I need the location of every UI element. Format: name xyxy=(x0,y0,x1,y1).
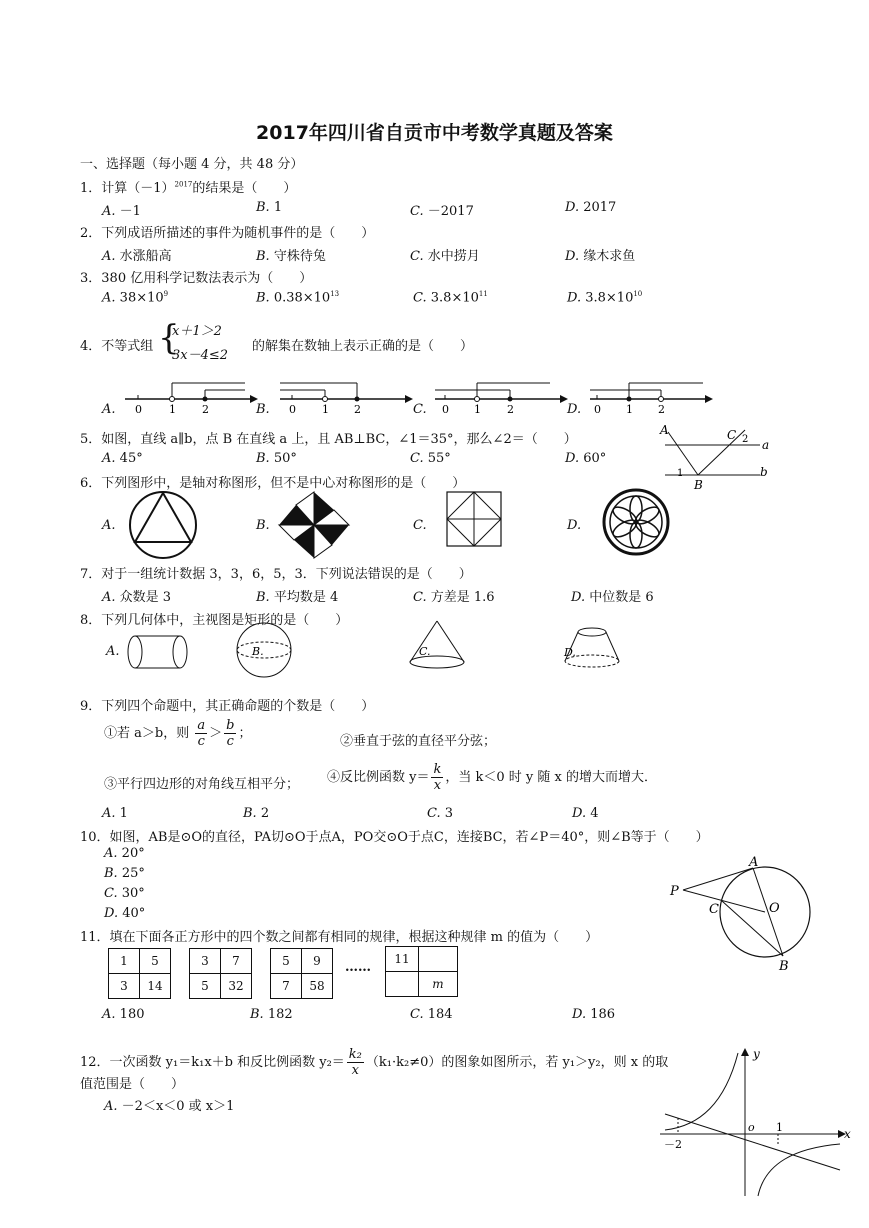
sphere-figure xyxy=(232,620,297,680)
svg-text:A: A xyxy=(660,423,669,437)
q5-option-a[interactable]: A. 45° xyxy=(102,451,143,466)
question-7-stem: 7．对于一组统计数据 3，3，6，5，3．下列说法错误的是（ ） xyxy=(80,567,472,582)
system-brace: { xyxy=(158,318,180,358)
question-11-stem: 11．填在下面各正方形中的四个数之间都有相同的规律，根据这种规律 m 的值为（ ） xyxy=(80,930,599,945)
svg-text:b: b xyxy=(760,465,768,479)
q3-option-a[interactable]: A. $38\times 10^9$ xyxy=(102,290,169,306)
q12-figure xyxy=(660,1048,860,1198)
proposition-3: ③平行四边形的对角线互相平分； xyxy=(104,777,300,792)
svg-text:2: 2 xyxy=(507,403,514,416)
question-4-stem-end: 的解集在数轴上表示正确的是（ ） xyxy=(252,339,474,354)
q2-option-a[interactable]: A. 水涨船高 xyxy=(102,249,172,264)
q7-option-b[interactable]: B. 平均数是 4 xyxy=(256,590,339,605)
q11-option-a[interactable]: A. 180 xyxy=(102,1007,145,1022)
svg-text:O: O xyxy=(769,901,780,916)
number-line-a xyxy=(120,375,260,420)
question-4-stem: 4．不等式组 xyxy=(80,339,154,354)
q5-option-b[interactable]: B. 50° xyxy=(256,451,297,466)
q6-option-c[interactable]: C. xyxy=(413,518,427,533)
q10-option-b[interactable]: B. 25° xyxy=(104,866,145,881)
q5-option-c[interactable]: C. 55° xyxy=(410,451,451,466)
svg-text:C.: C. xyxy=(419,645,431,658)
square-diamond-figure xyxy=(445,490,505,550)
q1-option-a[interactable]: A. －1 xyxy=(102,204,141,219)
number-line-c xyxy=(430,375,570,420)
circle-triangle-figure xyxy=(128,490,198,560)
svg-text:y: y xyxy=(753,1047,760,1061)
number-square-4: 11 m xyxy=(385,946,458,997)
svg-text:a: a xyxy=(762,438,770,452)
q5-option-d[interactable]: D. 60° xyxy=(565,451,607,466)
svg-text:1: 1 xyxy=(474,403,481,416)
q4-option-d[interactable]: D. xyxy=(567,402,582,417)
question-8-stem: 8．下列几何体中，主视图是矩形的是（ ） xyxy=(80,613,349,628)
section-heading: 一、选择题（每小题 4 分，共 48 分） xyxy=(80,157,304,172)
tick-1: 1 xyxy=(169,403,176,416)
frustum-figure xyxy=(560,625,625,670)
q11-option-d[interactable]: D. 186 xyxy=(572,1007,616,1022)
q12-option-a[interactable]: A. －2＜x＜0 或 x＞1 xyxy=(104,1099,235,1114)
number-square-3: 5 9 7 58 xyxy=(270,948,333,999)
q5-figure xyxy=(650,418,780,493)
svg-text:－2: －2 xyxy=(664,1138,682,1151)
q7-option-a[interactable]: A. 众数是 3 xyxy=(102,590,172,605)
question-1-stem: 1．计算$(-1)^{2017}$的结果是（ ） xyxy=(80,180,297,196)
proposition-4: ④反比例函数 y＝ $\frac{k}{x}$ ，当 k＜0 时 y 随 x 的增大而增大． xyxy=(327,762,657,793)
q9-option-b[interactable]: B. 2 xyxy=(243,806,270,821)
q2-option-b[interactable]: B. 守株待兔 xyxy=(256,249,326,264)
page-title: 2017年四川省自贡市中考数学真题及答案 xyxy=(256,122,613,144)
flower-circle-figure xyxy=(600,486,675,556)
q10-option-a[interactable]: A. 20° xyxy=(104,846,145,861)
q11-option-c[interactable]: C. 184 xyxy=(410,1007,453,1022)
q10-option-d[interactable]: D. 40° xyxy=(104,906,146,921)
svg-text:C: C xyxy=(709,902,719,917)
svg-text:o: o xyxy=(748,1121,755,1134)
svg-text:0: 0 xyxy=(442,403,449,416)
q9-option-d[interactable]: D. 4 xyxy=(572,806,599,821)
question-2-stem: 2．下列成语所描述的事件为随机事件的是（ ） xyxy=(80,226,375,241)
number-square-1: 1 5 3 14 xyxy=(108,948,171,999)
q4-option-a[interactable]: A. xyxy=(102,402,116,417)
svg-text:B: B xyxy=(694,478,703,492)
q9-option-a[interactable]: A. 1 xyxy=(102,806,128,821)
q1-option-c[interactable]: C. －2017 xyxy=(410,204,474,219)
q2-option-d[interactable]: D. 缘木求鱼 xyxy=(565,249,636,264)
svg-text:1: 1 xyxy=(626,403,633,416)
q3-option-c[interactable]: C. $3.8\times 10^{11}$ xyxy=(413,290,488,306)
q9-option-c[interactable]: C. 3 xyxy=(427,806,454,821)
q1-option-d[interactable]: D. 2017 xyxy=(565,200,617,215)
cylinder-figure xyxy=(125,632,195,672)
q4-option-b[interactable]: B. xyxy=(256,402,270,417)
q8-option-a[interactable]: A. xyxy=(106,644,120,659)
svg-text:D.: D. xyxy=(564,646,576,659)
q7-option-c[interactable]: C. 方差是 1.6 xyxy=(413,590,495,605)
proposition-2: ②垂直于弦的直径平分弦； xyxy=(340,734,497,749)
svg-text:B.: B. xyxy=(252,645,264,658)
q10-figure xyxy=(665,850,815,975)
svg-text:1: 1 xyxy=(776,1121,783,1134)
question-6-stem: 6．下列图形中，是轴对称图形，但不是中心对称图形的是（ ） xyxy=(80,476,466,491)
number-line-b xyxy=(275,375,415,420)
proposition-1: ①若 a＞b，则 $\frac{a}{c}$ ＞ $\frac{b}{c}$ ； xyxy=(104,718,252,749)
question-10-stem: 10．如图，AB是⊙O的直径，PA切⊙O于点A，PO交⊙O于点C，连接BC，若∠P＝40°，则∠B等于（ ） xyxy=(80,830,709,845)
question-9-stem: 9．下列四个命题中，其正确命题的个数是（ ） xyxy=(80,699,375,714)
number-line-d xyxy=(585,375,725,420)
tick-2: 2 xyxy=(202,403,209,416)
q6-option-a[interactable]: A. xyxy=(102,518,116,533)
question-5-stem: 5．如图，直线 a∥b，点 B 在直线 a 上，且 AB⊥BC，∠1＝35°，那么∠2＝（ ） xyxy=(80,432,577,447)
system-eq-1: x＋1＞2 xyxy=(172,324,222,339)
svg-text:B: B xyxy=(779,959,789,974)
number-square-2: 3 7 5 32 xyxy=(189,948,252,999)
q3-option-d[interactable]: D. $3.8\times 10^{10}$ xyxy=(567,290,643,306)
svg-text:0: 0 xyxy=(289,403,296,416)
q2-option-c[interactable]: C. 水中捞月 xyxy=(410,249,480,264)
cone-figure xyxy=(405,618,470,673)
svg-text:P: P xyxy=(670,884,679,899)
q6-option-d[interactable]: D. xyxy=(567,518,582,533)
q10-option-c[interactable]: C. 30° xyxy=(104,886,145,901)
q7-option-d[interactable]: D. 中位数是 6 xyxy=(571,590,654,605)
question-12-stem-line2: 值范围是（ ） xyxy=(80,1077,185,1092)
pinwheel-figure xyxy=(274,490,354,560)
q6-option-b[interactable]: B. xyxy=(256,518,270,533)
svg-text:2: 2 xyxy=(658,403,665,416)
question-3-stem: 3．380 亿用科学记数法表示为（ ） xyxy=(80,271,313,286)
system-eq-2: 3x－4≤2 xyxy=(172,348,229,363)
svg-text:0: 0 xyxy=(594,403,601,416)
svg-text:C: C xyxy=(727,428,737,442)
question-12-stem: 12．一次函数 y₁＝k₁x＋b 和反比例函数 y₂＝ $\frac{\text{k₂}}{x}$ （k₁·k₂≠0）的图象如图所示，若 y₁＞y₂，则 x 的取 xyxy=(80,1047,669,1078)
q3-option-b[interactable]: B. $0.38\times 10^{13}$ xyxy=(256,290,340,306)
ellipsis-dots: …… xyxy=(345,960,371,975)
q11-option-b[interactable]: B. 182 xyxy=(250,1007,293,1022)
svg-text:x: x xyxy=(844,1127,851,1141)
tick-0: 0 xyxy=(135,403,142,416)
svg-text:1: 1 xyxy=(677,468,684,479)
svg-text:1: 1 xyxy=(322,403,329,416)
q1-option-b[interactable]: B. 1 xyxy=(256,200,283,215)
svg-text:2: 2 xyxy=(354,403,361,416)
svg-text:A: A xyxy=(749,855,759,870)
q4-option-c[interactable]: C. xyxy=(413,402,427,417)
svg-text:2: 2 xyxy=(742,434,749,445)
